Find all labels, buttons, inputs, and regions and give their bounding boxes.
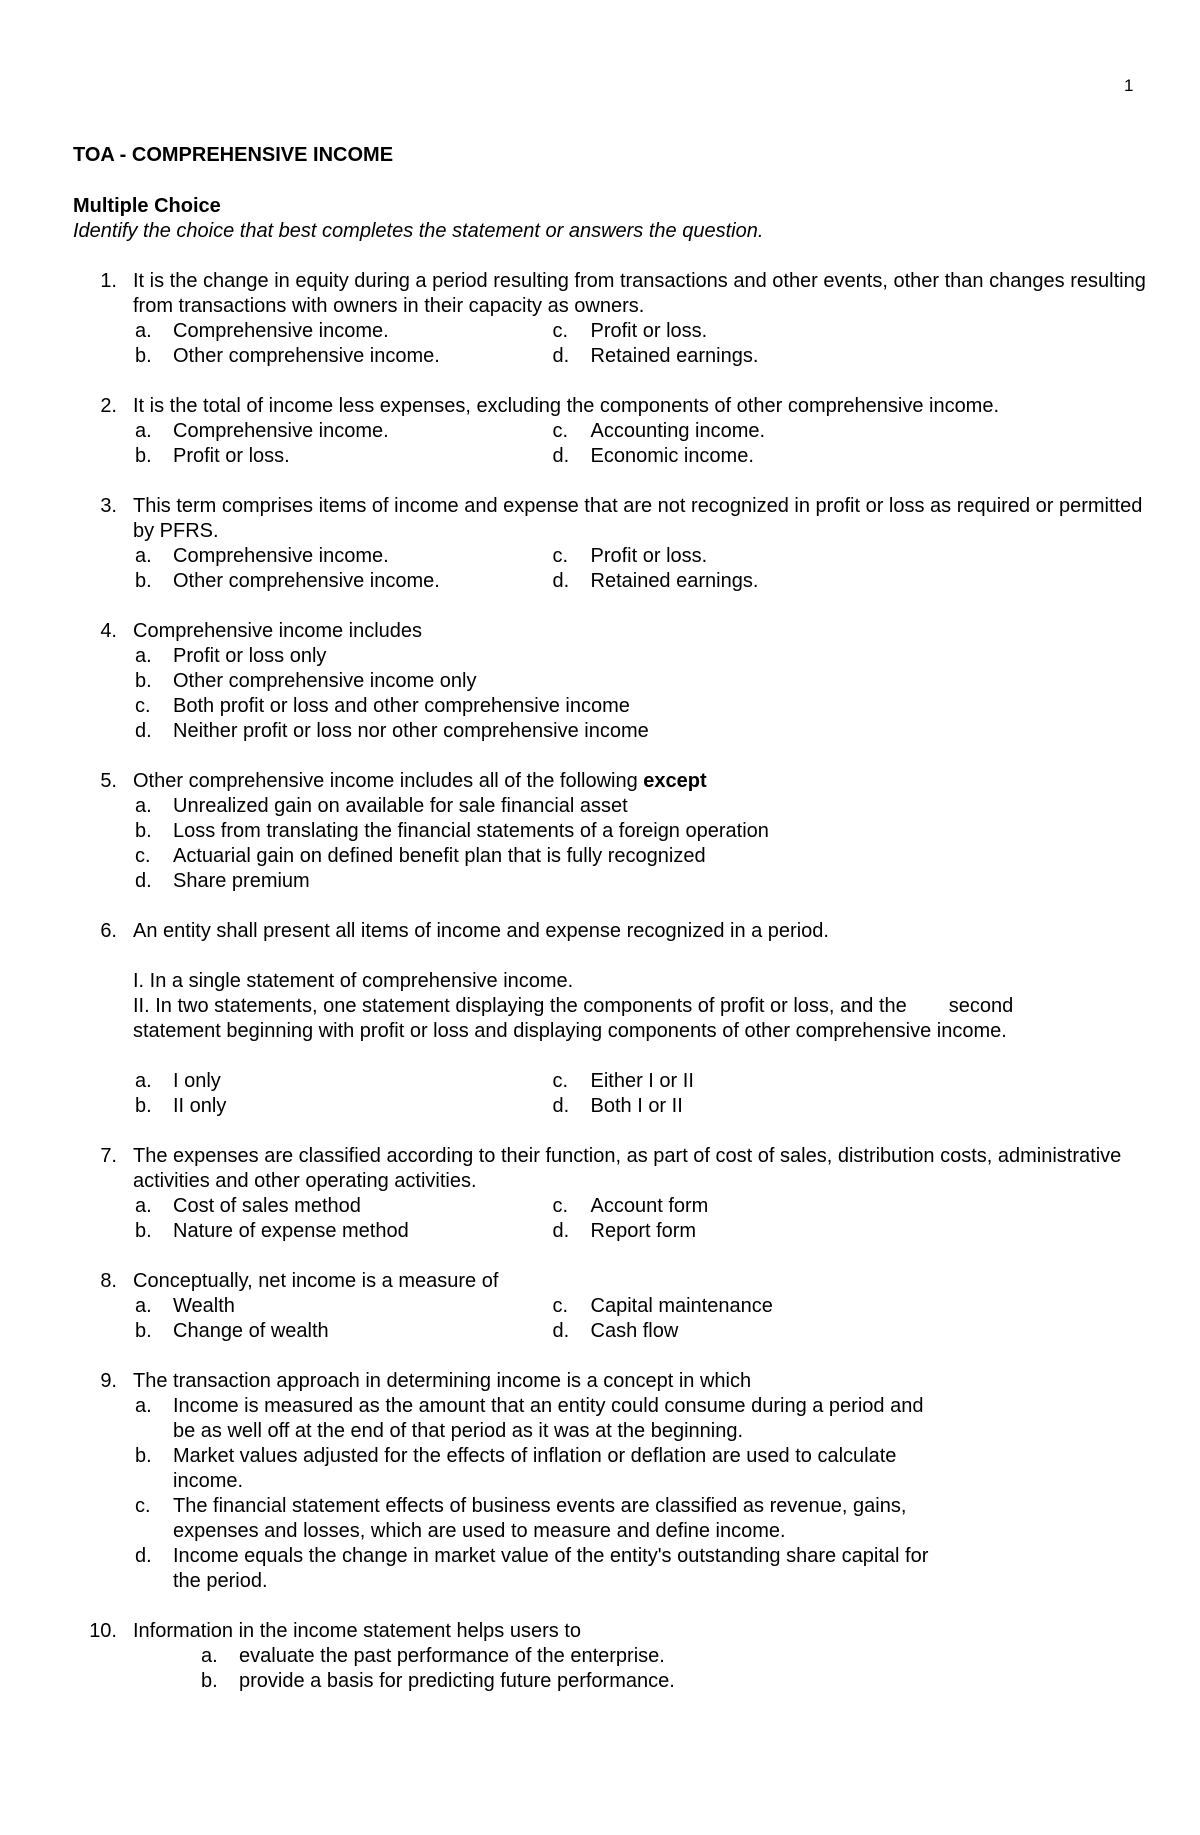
choice-text: provide a basis for predicting future performance. xyxy=(239,1670,675,1692)
choice-letter: a. xyxy=(135,1395,152,1417)
choices xyxy=(133,1394,933,1594)
question-text: Conceptually, net income is a measure of xyxy=(133,1270,499,1292)
choice-text: Retained earnings. xyxy=(590,345,759,367)
choice-text: I only xyxy=(173,1070,221,1092)
choice-c xyxy=(551,1194,969,1219)
choice-text: Profit or loss only xyxy=(173,645,327,667)
question-number: 5. xyxy=(100,770,117,792)
document-title: TOA - COMPREHENSIVE INCOME xyxy=(73,144,394,166)
page-number: 1 xyxy=(1124,76,1134,95)
choice-d xyxy=(133,1544,933,1594)
choice-d xyxy=(133,719,1153,744)
choice-letter: c. xyxy=(552,1295,569,1317)
choice-letter: c. xyxy=(552,320,569,342)
choice-text: Account form xyxy=(590,1195,709,1217)
statements-block xyxy=(133,969,1153,1044)
choice-letter: a. xyxy=(135,1070,152,1092)
choice-b xyxy=(133,1444,933,1494)
choice-letter: c. xyxy=(552,545,569,567)
choice-letter: b. xyxy=(135,345,152,367)
question-text: Comprehensive income includes xyxy=(133,620,423,642)
choices xyxy=(133,419,968,469)
choice-letter: d. xyxy=(552,345,570,367)
choices xyxy=(133,794,1153,894)
choice-text: Both I or II xyxy=(590,1095,683,1117)
choice-text: Share premium xyxy=(173,870,310,892)
choice-letter: b. xyxy=(201,1670,218,1692)
choice-text: Cash flow xyxy=(590,1320,679,1342)
choice-letter: a. xyxy=(135,1195,152,1217)
choice-text: Profit or loss. xyxy=(173,445,290,467)
choice-letter: c. xyxy=(552,1195,569,1217)
choice-b xyxy=(133,569,551,594)
choice-b xyxy=(133,669,1153,694)
choice-text: Other comprehensive income. xyxy=(173,345,440,367)
question-list xyxy=(73,269,1153,1694)
question-text: It is the change in equity during a period resulting from transactions and other events, other than changes resulting from transactions with owners in their capacity as owners. xyxy=(133,270,1146,317)
choice-a xyxy=(133,419,551,444)
choice-letter: d. xyxy=(552,570,570,592)
choice-b xyxy=(133,1319,551,1344)
choice-d xyxy=(551,1094,969,1119)
choice-a xyxy=(133,1394,933,1444)
choice-text: Cost of sales method xyxy=(173,1195,361,1217)
question-number: 9. xyxy=(100,1370,117,1392)
choice-b xyxy=(133,819,1153,844)
question-text xyxy=(133,769,1153,794)
emphasis-except: except xyxy=(643,770,707,792)
question-number: 2. xyxy=(100,395,117,417)
choice-text: Comprehensive income. xyxy=(173,545,389,567)
choice-letter: d. xyxy=(552,1320,570,1342)
choice-letter: d. xyxy=(135,1545,152,1567)
choice-letter: b. xyxy=(135,570,152,592)
choice-c xyxy=(133,694,1153,719)
choice-text: Capital maintenance xyxy=(590,1295,773,1317)
question-1 xyxy=(73,269,1153,369)
choice-text: Other comprehensive income only xyxy=(173,670,477,692)
question-number: 1. xyxy=(100,270,117,292)
question-text: An entity shall present all items of income and expense recognized in a period. xyxy=(133,920,829,942)
choice-letter: d. xyxy=(135,720,152,742)
question-text: Information in the income statement helps users to xyxy=(133,1620,582,1642)
statement-2-part-1: II. In two statements, one statement displaying the components of profit or loss, and the xyxy=(133,995,907,1017)
choice-b xyxy=(133,344,551,369)
choice-letter: c. xyxy=(552,420,569,442)
choice-letter: a. xyxy=(201,1645,218,1667)
choice-letter: b. xyxy=(135,445,152,467)
choice-b xyxy=(133,1219,551,1244)
question-number: 4. xyxy=(100,620,117,642)
choice-a xyxy=(133,644,1153,669)
choice-d xyxy=(551,1319,969,1344)
choice-text: Retained earnings. xyxy=(590,570,759,592)
question-text: It is the total of income less expenses, excluding the components of other comprehensive income. xyxy=(133,395,1000,417)
choices xyxy=(133,644,1153,744)
choices xyxy=(133,1644,1153,1694)
choice-b xyxy=(133,1094,551,1119)
choice-text: Profit or loss. xyxy=(590,545,708,567)
choice-text: The financial statement effects of business events are classified as revenue, gains, expenses and losses, which are used to measure and define income. xyxy=(173,1495,907,1542)
choice-text: Wealth xyxy=(173,1295,235,1317)
choice-c xyxy=(551,544,969,569)
choice-text: Nature of expense method xyxy=(173,1220,409,1242)
choice-letter: a. xyxy=(135,645,152,667)
choice-text: Neither profit or loss nor other comprehensive income xyxy=(173,720,649,742)
choice-letter: c. xyxy=(135,695,151,717)
statement-1: I. In a single statement of comprehensive income. xyxy=(133,970,574,992)
question-text: The expenses are classified according to their function, as part of cost of sales, distribution costs, administrative activities and other operating activities. xyxy=(133,1145,1122,1192)
statement-2-continued: statement beginning with profit or loss and displaying components of other comprehensive income. xyxy=(133,1020,1007,1042)
choice-b xyxy=(199,1669,1153,1694)
choice-d xyxy=(551,344,969,369)
question-number: 7. xyxy=(100,1145,117,1167)
choice-d xyxy=(551,569,969,594)
choice-a xyxy=(133,1069,551,1094)
choice-c xyxy=(133,1494,933,1544)
choice-letter: a. xyxy=(135,545,152,567)
choice-letter: d. xyxy=(552,445,570,467)
choices xyxy=(133,1069,968,1119)
statement-2 xyxy=(133,994,1153,1019)
choice-letter: b. xyxy=(135,1320,152,1342)
choices xyxy=(133,1194,968,1244)
question-text: The transaction approach in determining income is a concept in which xyxy=(133,1370,752,1392)
choice-a xyxy=(199,1644,1153,1669)
choice-text: Both profit or loss and other comprehensive income xyxy=(173,695,630,717)
question-9 xyxy=(73,1369,1153,1594)
choice-text: Report form xyxy=(590,1220,697,1242)
choice-letter: d. xyxy=(552,1095,570,1117)
choice-c xyxy=(551,419,969,444)
choice-text: Change of wealth xyxy=(173,1320,329,1342)
choice-letter: b. xyxy=(135,1095,152,1117)
choice-letter: d. xyxy=(552,1220,570,1242)
section-title: Multiple Choice xyxy=(73,195,221,217)
choice-a xyxy=(133,794,1153,819)
question-number: 3. xyxy=(100,495,117,517)
statement-2-part-2: second xyxy=(948,995,1014,1017)
question-text-main: Other comprehensive income includes all of the following xyxy=(133,770,638,792)
choice-text: Either I or II xyxy=(590,1070,694,1092)
question-2 xyxy=(73,394,1153,469)
choice-letter: d. xyxy=(135,870,152,892)
choice-d xyxy=(551,444,969,469)
document-body xyxy=(73,143,1153,1719)
choices xyxy=(133,544,968,594)
instructions: Identify the choice that best completes the statement or answers the question. xyxy=(73,220,764,242)
choice-text: Comprehensive income. xyxy=(173,320,389,342)
choice-a xyxy=(133,319,551,344)
choice-text: Accounting income. xyxy=(590,420,766,442)
choice-text: Profit or loss. xyxy=(590,320,708,342)
question-6 xyxy=(73,919,1153,1119)
choice-text: Income equals the change in market value of the entity's outstanding share capital for the period. xyxy=(173,1545,929,1592)
choice-letter: b. xyxy=(135,670,152,692)
choice-a xyxy=(133,544,551,569)
choice-text: Unrealized gain on available for sale financial asset xyxy=(173,795,628,817)
choice-text: Other comprehensive income. xyxy=(173,570,440,592)
choice-letter: a. xyxy=(135,1295,152,1317)
choice-text: Market values adjusted for the effects of inflation or deflation are used to calculate income. xyxy=(173,1445,897,1492)
question-number: 10. xyxy=(89,1620,117,1642)
choice-d xyxy=(551,1219,969,1244)
choice-c xyxy=(133,844,1153,869)
choice-letter: c. xyxy=(135,1495,151,1517)
choices xyxy=(133,1294,968,1344)
choice-text: Economic income. xyxy=(590,445,754,467)
choice-c xyxy=(551,1069,969,1094)
choice-text: Loss from translating the financial statements of a foreign operation xyxy=(173,820,769,842)
choice-letter: a. xyxy=(135,795,152,817)
choice-text: Income is measured as the amount that an entity could consume during a period and be as well off at the end of that period as it was at the beginning. xyxy=(173,1395,924,1442)
choice-letter: b. xyxy=(135,1445,152,1467)
choice-c xyxy=(551,1294,969,1319)
question-number: 8. xyxy=(100,1270,117,1292)
choice-letter: a. xyxy=(135,320,152,342)
question-8 xyxy=(73,1269,1153,1344)
choice-c xyxy=(551,319,969,344)
choice-d xyxy=(133,869,1153,894)
choice-a xyxy=(133,1294,551,1319)
choice-letter: b. xyxy=(135,1220,152,1242)
question-3 xyxy=(73,494,1153,594)
choice-letter: c. xyxy=(552,1070,569,1092)
choices xyxy=(133,319,968,369)
question-number: 6. xyxy=(100,920,117,942)
choice-text: Comprehensive income. xyxy=(173,420,389,442)
choice-letter: a. xyxy=(135,420,152,442)
choice-letter: b. xyxy=(135,820,152,842)
question-4 xyxy=(73,619,1153,744)
question-text: This term comprises items of income and expense that are not recognized in profit or loss as required or permitted by PFRS. xyxy=(133,495,1143,542)
choice-text: II only xyxy=(173,1095,227,1117)
question-5 xyxy=(73,769,1153,894)
question-10 xyxy=(73,1619,1153,1694)
choice-text: Actuarial gain on defined benefit plan that is fully recognized xyxy=(173,845,706,867)
choice-text: evaluate the past performance of the enterprise. xyxy=(239,1645,665,1667)
choice-b xyxy=(133,444,551,469)
question-7 xyxy=(73,1144,1153,1244)
choice-a xyxy=(133,1194,551,1219)
choice-letter: c. xyxy=(135,845,151,867)
